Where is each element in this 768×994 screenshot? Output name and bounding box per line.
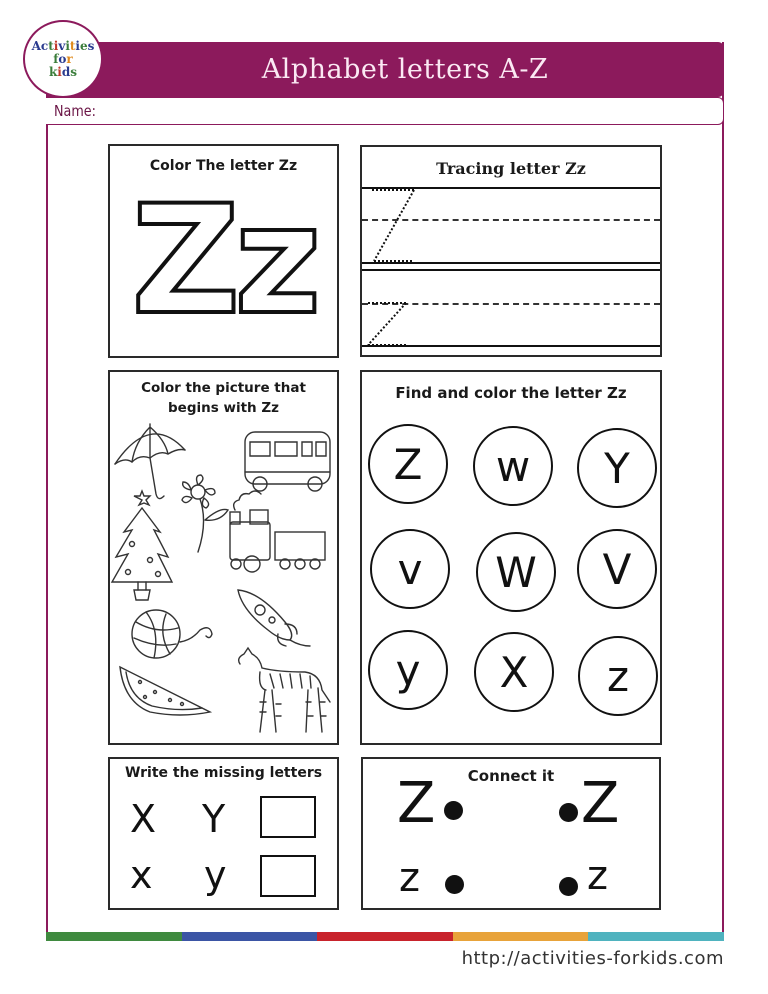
train-icon (230, 491, 325, 572)
logo-letter: i (57, 64, 62, 79)
missing-letters-section (108, 757, 339, 910)
letter-circle[interactable]: w (473, 426, 553, 506)
given-letter: Y (202, 797, 226, 841)
title-line-1: Color the picture that (141, 380, 306, 396)
logo-line-3 (49, 66, 77, 79)
logo (23, 20, 103, 98)
logo-line-2 (53, 53, 73, 66)
strip-segment (317, 932, 453, 941)
connect-dot[interactable] (559, 803, 578, 822)
name-field[interactable] (46, 97, 724, 125)
color-strip (46, 932, 724, 941)
logo-letter: i (75, 38, 80, 53)
given-letter: X (130, 797, 157, 841)
connect-letter-right: z (587, 853, 608, 899)
logo-letter: i (65, 38, 70, 53)
outline-letters[interactable]: Zz (131, 174, 316, 348)
logo-letter: i (53, 38, 59, 53)
zebra-icon (239, 648, 330, 732)
tracing-section (360, 145, 662, 357)
logo-line-1 (32, 40, 95, 53)
logo-letter: t (69, 38, 76, 53)
letter-circle[interactable]: X (474, 632, 554, 712)
connect-dot[interactable] (559, 877, 578, 896)
logo-letter: r (66, 51, 73, 66)
connect-letter-left: z (399, 855, 420, 901)
connect-dot[interactable] (445, 875, 464, 894)
picture-illustrations (110, 372, 339, 745)
given-letter: y (204, 853, 227, 897)
section-title: Write the missing letters (124, 765, 323, 781)
connect-letter-right: Z (581, 771, 620, 836)
logo-letter: e (79, 38, 88, 53)
logo-letter: v (58, 38, 66, 53)
van-icon (245, 432, 330, 491)
flower-icon (182, 475, 228, 552)
connect-dot[interactable] (444, 801, 463, 820)
footer-url[interactable]: http://activities-forkids.com (461, 948, 724, 969)
letter-circle[interactable]: V (577, 529, 657, 609)
logo-letter: c (40, 38, 49, 53)
title-line-2: begins with Zz (168, 400, 279, 416)
section-title: Connect it (467, 767, 555, 785)
page-title: Alphabet letters A-Z (261, 54, 549, 85)
logo-letter: A (31, 38, 41, 53)
pictures-section (108, 370, 339, 745)
trace-guide-z-icon[interactable] (362, 147, 662, 357)
umbrella-icon (115, 424, 185, 499)
section-title: Find and color the letter Zz (395, 384, 627, 402)
answer-box[interactable] (260, 796, 316, 838)
strip-segment (588, 932, 724, 941)
letter-circle[interactable]: Z (368, 424, 448, 504)
given-letter: x (130, 853, 153, 897)
strip-segment (46, 932, 182, 941)
letter-circle[interactable]: y (368, 630, 448, 710)
name-label: Name: (54, 102, 96, 120)
christmas-tree-icon (112, 491, 172, 600)
header-bar (46, 38, 724, 97)
answer-box[interactable] (260, 855, 316, 897)
logo-letter: o (58, 51, 67, 66)
connect-section (361, 757, 661, 910)
strip-segment (182, 932, 318, 941)
logo-letter: s (70, 64, 78, 79)
letter-circle[interactable]: v (370, 529, 450, 609)
logo-letter: t (48, 38, 54, 53)
letter-circle[interactable]: Y (577, 428, 657, 508)
find-letter-section (360, 370, 662, 745)
letter-circle[interactable]: W (476, 532, 556, 612)
logo-letter: d (61, 64, 71, 79)
letter-circle[interactable]: z (578, 636, 658, 716)
connect-letter-left: Z (397, 771, 436, 836)
section-title: Tracing letter Zz (436, 159, 586, 178)
logo-letter: k (48, 64, 58, 79)
color-letter-section (108, 144, 339, 358)
logo-letter: s (87, 38, 95, 53)
strip-segment (453, 932, 589, 941)
watermelon-icon (120, 667, 210, 715)
yarn-ball-icon (132, 610, 212, 658)
section-title: Color The letter Zz (149, 158, 298, 174)
rocket-icon (238, 590, 310, 646)
logo-letter: f (53, 51, 59, 66)
